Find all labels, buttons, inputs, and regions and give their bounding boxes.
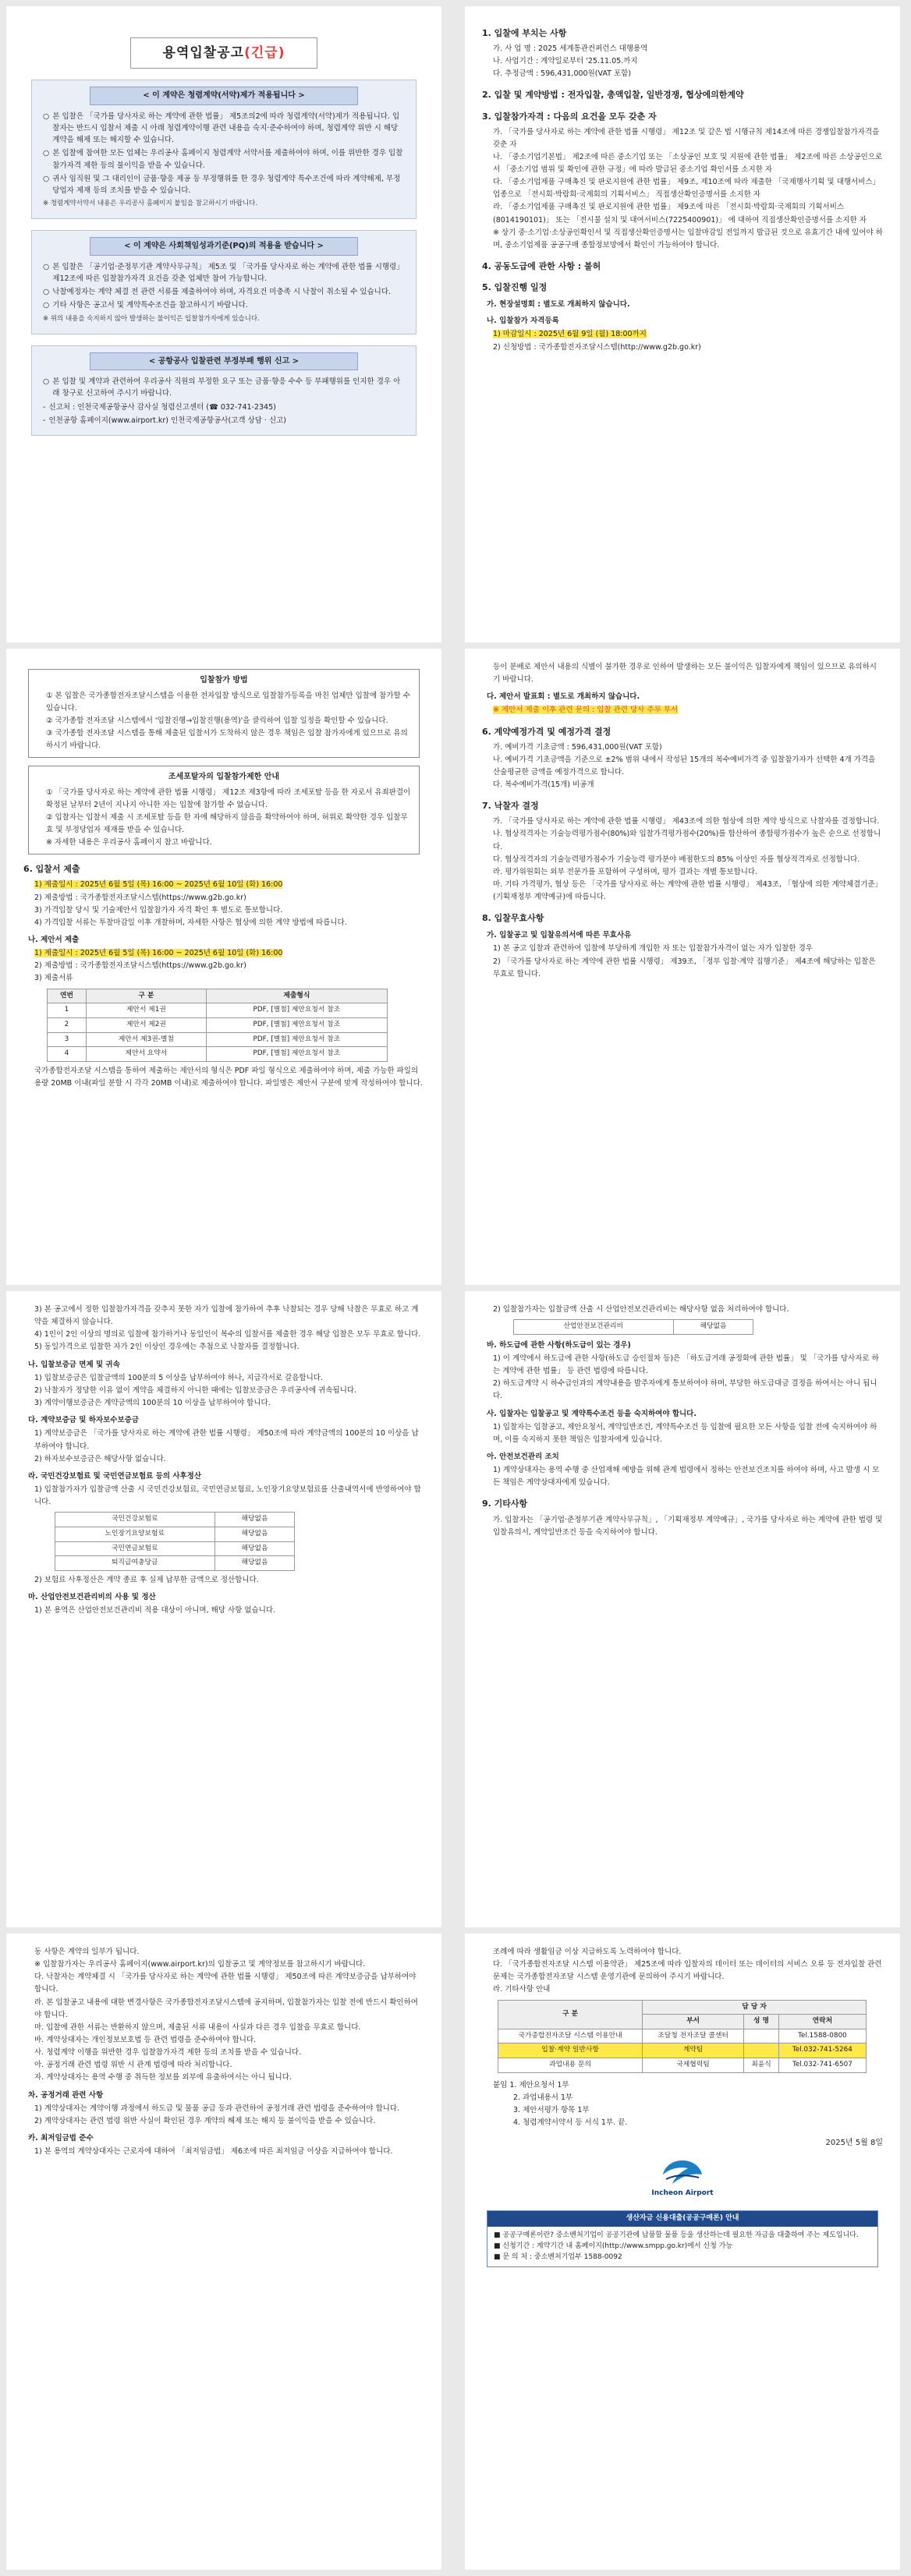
box-item: ① 「국가를 당사자로 하는 계약에 관한 법률 시행령」 제12조 제3항에 따라 조세포탈 등을 한 자로서 유죄판결이 확정된 날부터 2년이 지나지 아니한 자는 입찰에 참가할 수 없습니다. [46,787,411,809]
notice-item: ○ 본 입찰은 「국가를 당사자로 하는 계약에 관한 법률」 제5조의2에 따라 청렴계약(서약)제가 적용됩니다. 입찰자는 반드시 입찰서 제출 시 아래 청렴계약이행 관련 내용을 숙지·준수하여야 하며, 청렴계약 위반 시 해당 계약을 해제 또는 해지할 수 있습니다. [43,111,400,145]
price-item: 다. 복수예비가격(15개) 비공개 [493,780,594,790]
notice-item: ○ 기타 사항은 공고서 및 계약특수조건을 참고하시기 바랍니다. [43,301,248,310]
page-2 [465,6,900,642]
award-item: 마. 기타 가격평가, 협상 등은 「국가를 당사자로 하는 계약에 관한 법률 시행령」 제43조, 「협상에 의한 계약체결기준」(기획재정부 계약예규)에 따릅니다. [493,879,883,902]
table-row: 국민연금보험료 해당없음 [55,1541,295,1556]
min-wage-item: 1) 본 용역의 계약상대자는 근로자에 대하여 「최저임금법」 제6조에 따른 최저임금 이상을 지급하여야 합니다. [34,2147,393,2157]
table-row: 입찰·계약 일반사항 계약팀 Tel.032-741-5264 [498,2043,867,2058]
award-item: 나. 협상적격자는 기술능력평가점수(80%)와 입찰가격평가점수(20%)를 합산하여 종합평가점수가 높은 순으로 선정합니다. [493,830,881,851]
award-item: 다. 협상적격자의 기술능력평가점수가 기술능력 평가분야 배점한도의 85% 이상인 자를 협상적격자로 선정합니다. [493,855,860,864]
price-item: 나. 예비가격 기초금액을 기준으로 ±2% 범위 내에서 작성된 15개의 복수예비가격 중 입찰참가자가 선택한 4개 가격을 산술평균한 금액을 예정가격으로 합니다. [493,755,876,777]
bond-item: 2) 하자보수보증금은 해당사항 없습니다. [34,1454,166,1463]
airport-logo-icon [655,2157,710,2189]
tax-evasion-box [28,766,420,855]
bond-item: 3) 계약이행보증금은 계약금액의 100분의 10 이상을 납부하여야 합니다. [34,1399,271,1408]
qualification-item: 라. 「중소기업제품 구매촉진 및 판로지원에 관한 법률」 제9조에 따른 「전시회·박람회·국제회의 기획서비스(8014190101)」 또는 「전시물 설치 및 대여서비스(7225400901)」 에 대하여 직접생산확인증명서를 소지한 자 [493,203,867,225]
contract-bond-heading: 다. 계약보증금 및 하자보수보증금 [28,1416,140,1425]
table-row: 퇴직급여충당금 해당없음 [55,1556,295,1571]
safety-cost-item: 1) 본 용역은 산업안전보건관리비 적용 대상이 아니며, 해당 사항 없습니다. [34,1606,276,1615]
table-row: 국민건강보험료 해당없음 [55,1513,295,1527]
fair-trade-item: 2) 계약상대자는 관련 법령 위반 사실이 확인된 경우 계약의 해제 또는 해지 등 불이익을 받을 수 있습니다. [34,2116,376,2125]
corruption-report-notice [31,345,417,436]
notice-item: ○ 낙찰예정자는 계약 체결 전 관련 서류를 제출하여야 하며, 자격요건 미충족 시 낙찰이 취소될 수 있습니다. [43,288,392,297]
section-heading: 6. 입찰서 제출 [23,864,80,875]
continued-text: 조례에 따라 생활임금 이상 지급하도록 노력하여야 합니다. [493,1948,682,1956]
insurance-item: 2) 보험료 사후정산은 계약 종료 후 실제 납부한 금액으로 정산합니다. [34,1575,259,1584]
proposal-format-note: 국가종합전자조달 시스템을 통하여 제출하는 제안서의 형식은 PDF 파일 형식으로 제출하여야 하며, 제출 가능한 파일의 용량 20MB 이내(파일 분할 시 각각 20MB 이내)로 제출하여야 합니다. 파일명은 제안서 구분에 맞게 작성하여야 합니다. [34,1066,423,1088]
terms-item: 1) 입찰자는 입찰공고, 제안요청서, 계약일반조건, 계약특수조건 등 입찰에 필요한 모든 사항을 입찰 전에 숙지하여야 하며, 이를 숙지하지 못한 책임은 입찰자에게 있습니다. [493,1422,877,1444]
estimated-amount: 다. 추정금액 : 596,431,000원(VAT 포함) [493,69,632,79]
notice-heading: < 이 계약은 사회책임성과기준(PQ)의 적용을 받습니다 > [90,237,358,256]
contact-table: 구 분 담 당 자 부서 성 명 연락처 국가종합전자조달 시스템 이용안내 조달청 전자조달 콜센터 Tel.1588-0800 입찰·계약 일반사항 계약팀 Tel.032-741-5264 과업내용 문의 국제협력팀 최윤식 Tel.032-741-6507 [498,2000,867,2073]
continued-text: 동 사항은 계약의 일부가 됩니다. [34,1948,140,1956]
title-text: 용역입찰공고 [162,45,245,61]
qualification-note: ※ 상기 중·소기업·소상공인확인서 및 직접생산확인증명서는 입찰마감일 전일까지 발급된 것으로 유효기간 내에 있어야 하며, 중소기업제품 공공구매 종합정보망에서 확인이 가능하여야 합니다. [493,228,883,249]
section-heading: 5. 입찰진행 일정 [482,282,548,293]
presentation-heading: 다. 제안서 발표회 : 별도로 개최하지 않습니다. [487,692,640,702]
misc-item: 바. 계약상대자는 개인정보보호법 등 관련 법령을 준수하여야 합니다. [34,2035,257,2044]
subcontract-heading: 바. 하도급에 관한 사항(하도급이 있는 경우) [487,1340,631,1350]
page-7 [6,1934,441,2570]
table-row: 3 제안서 제3권-별첨 PDF, [별첨] 제안요청서 참조 [48,1032,388,1047]
box-footnote: ※ 자세한 내용은 우리공사 홈페이지 참고 바랍니다. [46,838,212,847]
attachment-item: 붙임 1. 제안요청서 1부 [493,2080,569,2089]
table-row: 국가종합전자조달 시스템 이용안내 조달청 전자조달 콜센터 Tel.1588-0800 [498,2029,867,2043]
submission-note: 3) 가격입찰 당시 및 기술제안서 입찰참가자 자격 확인 후 별도로 통보합니다. [34,905,283,915]
loan-info-item: ■ 신청기간 : 계약기간 내 홈페이지(http://www.smpp.go.kr)에서 신청 가능 [494,2242,733,2251]
misc-item: 가. 입찰자는 「공기업·준정부기관 계약사무규칙」, 「기획재정부 계약예규」, 국가를 당사자로 하는 계약에 관한 법령 및 입찰유의서, 계약일반조건 등을 숙지하여야 합니다. [493,1515,883,1537]
award-item: 라. 평가위원회는 외부 전문가를 포함하여 구성하며, 평가 결과는 개별 통보합니다. [493,867,758,876]
price-item: 가. 예비가격 기초금액 : 596,431,000원(VAT 포함) [493,742,662,752]
misc-item: 다. 낙찰자는 계약체결 시 「국가를 당사자로 하는 계약에 관한 법률 시행령」 제50조에 따른 계약보증금을 납부하여야 합니다. [34,1973,417,1994]
continued-text: 등이 분배로 제안서 내용의 식별이 불가한 경우로 인하여 발생하는 모든 불이익은 입찰자에게 책임이 있으므로 유의하시기 바랍니다. [493,663,877,685]
loan-info-box [487,2210,878,2267]
table-row: 노인장기요양보험료 해당없음 [55,1527,295,1541]
pq-notice [31,230,417,334]
box-heading: 입찰참가 방법 [200,676,248,685]
registration-deadline: 1) 마감일시 : 2025년 6월 9일 (월) 18:00까지 [493,330,647,339]
notice-heading: < 공항공사 입찰관련 부정부패 행위 신고 > [90,352,358,371]
airport-logo [482,2157,883,2199]
misc-item: 마. 입찰에 관한 서류는 반환하지 않으며, 제출된 서류 내용이 사실과 다른 경우 입찰을 무효로 합니다. [34,2022,361,2032]
project-name: 가. 사 업 명 : 2025 세계통관컨퍼런스 대행용역 [493,44,648,54]
box-item: ③ 국가종합 전자조달 시스템을 통해 제출된 입찰서가 도착하지 않은 경우 책임은 입찰 참가자에게 있으므로 유의하시기 바랍니다. [46,728,408,751]
bond-item: 1) 입찰보증금은 입찰금액의 100분의 5 이상을 납부하여야 하나, 지급각서로 갈음합니다. [34,1373,323,1382]
page-4 [465,649,900,1285]
box-heading: 조세포탈자의 입찰참가제한 안내 [168,773,280,782]
proposal-period: 1) 제출일시 : 2025년 6월 5일 (목) 16:00 ~ 2025년 6월 10일 (화) 16:00 [34,949,283,958]
fair-trade-heading: 차. 공정거래 관련 사항 [28,2090,104,2100]
page-5 [6,1291,441,1927]
insurance-item: 1) 입찰참가자가 입찰금액 산출 시 국민건강보험료, 국민연금보험료, 노인장기요양보험료를 산출내역서에 반영하여야 합니다. [34,1484,421,1507]
notice-footnote: ※ 위의 내용을 숙지하지 않아 발생하는 불이익은 입찰참가자에게 있습니다. [43,314,260,323]
submission-method: 2) 제출방법 : 국가종합전자조달시스템(https://www.g2b.go.kr) [34,893,246,902]
proposal-docs-table: 연번 구 분 제출형식 1 제안서 제1권 PDF, [별첨] 제안요청서 참조 2 제안서 제2권 PDF, [별첨] 제안요청서 참조 3 제안서 제3권-별첨 PDF, [별첨] 제안요청서 참조 4 제안서 요약서 PDF, [별첨] 제안요청서 참조 [47,989,388,1062]
notice-item: - 신고처 : 인천국제공항공사 감사실 청렴신고센터 (☎ 032-741-2345) [43,402,276,412]
urgent-badge: (긴급) [244,45,285,61]
invalid-item: 1) 본 공고 입찰과 관련하여 입찰에 부당하게 개입한 자 또는 입찰참가자격이 없는 자가 입찰한 경우 [493,944,813,954]
briefing-session: 가. 현장설명회 : 별도로 개최하지 않습니다. [487,300,630,310]
insurance-table [55,1512,295,1571]
award-item: 가. 「국가를 당사자로 하는 계약에 관한 법률 시행령」 제43조에 의한 협상에 의한 계약 방식으로 낙찰자를 결정합니다. [493,817,880,826]
section-heading: 6. 계약예정가격 및 예정가격 결정 [482,726,611,737]
table-row: 산업안전보건관리비 해당없음 [514,1320,753,1335]
invalid-item: 3) 본 공고에서 정한 입찰참가자격을 갖추지 못한 자가 입찰에 참가하여 추후 낙찰되는 경우 당해 낙찰은 무효로 하고 계약을 체결하지 않습니다. [34,1305,419,1327]
registration-method: 2) 신청방법 : 국가종합전자조달시스템(http://www.g2b.go.kr) [493,342,701,352]
table-row: 4 제안서 요약서 PDF, [별첨] 제안요청서 참조 [48,1047,388,1062]
invalid-heading: 가. 입찰공고 및 입찰유의서에 따른 무효사유 [487,931,632,940]
table-row: 2 제안서 제2권 PDF, [별첨] 제안요청서 참조 [48,1017,388,1032]
min-wage-heading: 카. 최저임금법 준수 [28,2134,94,2143]
qualification-item: 다. 「중소기업제품 구매촉진 및 판로지원에 관한 법률」 제9조, 제10조에 따라 제출한 「국제행사기획 및 대행서비스」 업종으로 「전시회·박람회·국제회의 기획서비스」 직접생산확인증명서를 소지한 자 [493,178,881,200]
misc-item: ※ 입찰참가자는 우리공사 홈페이지(www.airport.kr)의 입찰공고 및 계약정보를 참고하시기 바랍니다. [34,1960,366,1969]
misc-item: 사. 청렴계약 이행을 위반한 경우 입찰참가자격 제한 등의 조치를 받을 수 있습니다. [34,2048,302,2058]
loan-info-item: ■ 공공구매론이란? 중소벤처기업이 공공기관에 납품할 물품 등을 생산하는데 필요한 자금을 대출하여 주는 제도입니다. [494,2231,859,2239]
bond-item: 2) 낙찰자가 정당한 이유 없이 계약을 체결하지 아니한 때에는 입찰보증금은 우리공사에 귀속됩니다. [34,1385,357,1395]
misc-item: 다. 「국가종합전자조달 시스템 이용약관」 제25조에 따라 입찰자의 데이터 또는 데이터의 서비스 오류 등 전자입찰 관련 문제는 국가종합전자조달 시스템 운영기관에 문의하여 주시기 바랍니다. [493,1960,882,1982]
proposal-heading: 나. 제안서 제출 [28,936,80,945]
continued-text: 2) 입찰참가자는 입찰금액 산출 시 산업안전보건관리비는 해당사항 없음 처리하여야 합니다. [493,1305,789,1314]
bid-method-box [28,669,420,758]
inquiry-highlight: ※ 제안서 제출 이후 관련 문의 : 입찰 관련 당사 주무 부서 [493,706,679,715]
invalid-item: 2) 「국가를 당사자로 하는 계약에 관한 법률 시행령」 제39조, 「정부 입찰·계약 집행기준」 제4조에 해당하는 입찰은 무효로 합니다. [493,957,876,978]
misc-item: 자. 계약상대자는 용역 수행 중 취득한 정보를 외부에 유출하여서는 아니 됩니다. [34,2073,292,2082]
notice-item: ○ 본 입찰은 「공기업·준정부기관 계약사무규칙」 제5조 및 「국가를 당사자로 하는 계약에 관한 법률 시행령」 제12조에 따른 입찰참가자격 요건을 갖춘 업체만 참여 가능합니다. [43,262,404,284]
page-1 [6,6,441,642]
bid-bond-heading: 나. 입찰보증금 면제 및 귀속 [28,1360,120,1369]
notice-item: ○ 본 입찰에 참여한 모든 업체는 우리공사 홈페이지 청렴계약 서약서를 제출하여야 하며, 이를 위반한 경우 입찰참가자격 제한 등의 불이익을 받을 수 있습니다. [43,149,403,170]
invalid-item: 4) 1인이 2인 이상의 명의로 입찰에 참가하거나 동일인이 복수의 입찰서를 제출한 경우 해당 입찰은 모두 무효로 합니다. [34,1330,421,1339]
registration-heading: 나. 입찰참가 자격등록 [487,317,559,326]
integrity-notice [31,80,417,219]
section-heading: 9. 기타사항 [482,1499,528,1509]
proposal-docs-label: 3) 제출서류 [34,974,73,983]
bond-item: 1) 계약보증금은 「국가를 당사자로 하는 계약에 관한 법률 시행령」 제50조에 따라 계약금액의 100분의 10 이상을 납부하여야 합니다. [34,1429,419,1451]
loan-info-item: ■ 문 의 처 : 중소벤처기업부 1588-0092 [494,2253,622,2262]
qualification-item: 가. 「국가를 당사자로 하는 계약에 관한 법률 시행령」 제12조 및 같은 법 시행규칙 제14조에 따른 경쟁입찰참가자격을 갖춘 자 [493,127,880,149]
notice-item: - 인천공항 홈페이지(www.airport.kr) 인천국제공항공사(고객 상담 · 신고) [43,416,286,425]
loan-info-heading: 생산자금 신용대출(공공구매론) 안내 [487,2211,877,2227]
qualification-item: 나. 「중소기업기본법」 제2조에 따른 중소기업 또는 「소상공인 보호 및 지원에 관한 법률」 제2조에 따른 소상공인으로서 「중소기업 범위 및 확인에 관한 규정」에 따라 발급된 중소기업 확인서를 소지한 자 [493,152,883,174]
table-row: 과업내용 문의 국제협력팀 최윤식 Tel.032-741-6507 [498,2058,867,2073]
contact-heading: 라. 기타사항 안내 [493,1985,551,1994]
attachment-item: 4. 청렴계약서약서 등 서식 1부. 끝. [513,2118,628,2128]
proposal-method: 2) 제출방법 : 국가종합전자조달시스템(https://www.g2b.go.kr) [34,961,246,971]
airport-logo-text: Incheon Airport [651,2189,714,2197]
terms-heading: 사. 입찰자는 입찰공고 및 계약특수조건 등을 숙지하여야 합니다. [487,1409,697,1418]
notice-footnote: ※ 청렴계약서약서 내용은 우리공사 홈페이지 붙임을 참고하시기 바랍니다. [43,200,258,208]
submission-period: 1) 제출일시 : 2025년 6월 5일 (목) 16:00 ~ 2025년 6월 10일 (화) 16:00 [34,880,283,890]
page-3 [6,649,441,1285]
section-heading: 4. 공동도급에 관한 사항 : 불허 [482,260,601,271]
section-heading: 3. 입찰참가자격 : 다음의 요건을 모두 갖춘 자 [482,111,657,122]
safety-cost-table [513,1319,753,1335]
project-period: 나. 사업기간 : 계약일로부터 '25.11.05.까지 [493,57,638,66]
subcontract-item: 2) 하도급계약 시 하수급인과의 계약내용을 발주자에게 통보하여야 하며, 부당한 하도급대금 결정을 하여서는 아니 됩니다. [493,1379,877,1401]
misc-item: 라. 본 입찰공고 내용에 대한 변경사항은 국가종합전자조달시스템에 공지하며, 입찰참가자는 입찰 전에 반드시 확인하여야 합니다. [34,1997,418,2019]
page-title [130,37,317,69]
box-item: ② 국가종합 전자조달 시스템에서 '입찰진행→입찰진행(용역)'을 클릭하여 입찰 일정을 확인할 수 있습니다. [46,716,388,725]
safety-heading: 아. 안전보건관리 조치 [487,1452,559,1461]
submission-note: 4) 가격입찰 서류는 투찰마감일 이후 개찰하며, 자세한 사항은 협상에 의한 계약 방법에 따릅니다. [34,918,347,927]
invalid-item: 5) 동일가격으로 입찰한 자가 2인 이상인 경우에는 추첨으로 낙찰자를 결정합니다. [34,1343,300,1352]
notice-heading: < 이 계약은 청렴계약(서약)제가 적용됩니다 > [90,87,358,105]
attachment-item: 2. 과업내용서 1부 [513,2093,573,2102]
subcontract-item: 1) 이 계약에서 하도급에 관한 사항(하도급 승인절차 등)은 「하도급거래 공정화에 관한 법률」 및 「국가를 당사자로 하는 계약에 관한 법률」 등 관련 법령에 따릅니다. [493,1353,879,1376]
section-heading: 7. 낙찰자 결정 [482,801,539,812]
attachment-item: 3. 제안서평가 항목 1부 [513,2105,590,2114]
notice-item: ○ 본 입찰 및 계약과 관련하여 우리공사 직원의 부정한 요구 또는 금품·향응 수수 등 부패행위를 인지한 경우 아래 창구로 신고하여 주시기 바랍니다. [43,377,401,398]
safety-item: 1) 계약상대자는 용역 수행 중 산업재해 예방을 위해 관계 법령에서 정하는 안전보건조치를 하여야 하며, 사고 발생 시 모든 책임은 계약상대자에게 있습니다. [493,1466,880,1488]
box-item: ① 본 입찰은 국가종합전자조달시스템을 이용한 전자입찰 방식으로 입찰참가등록을 마친 업체만 입찰에 참가할 수 있습니다. [46,691,410,713]
fair-trade-item: 1) 계약상대자는 계약이행 과정에서 하도급 및 물품 공급 등과 관련하여 공정거래 관련 법령을 준수하여야 합니다. [34,2104,400,2113]
misc-item: 아. 공정거래 관련 법령 위반 시 관계 법령에 따라 처리합니다. [34,2061,232,2070]
table-row: 1 제안서 제1권 PDF, [별첨] 제안요청서 참조 [48,1003,388,1018]
safety-cost-heading: 마. 산업안전보건관리비의 사용 및 정산 [28,1592,156,1601]
notice-date: 2025년 5월 8일 [825,2139,883,2148]
box-item: ② 입찰자는 입찰서 제출 시 조세포탈 등을 한 자에 해당하지 않음을 확약하여야 하며, 허위로 확약한 경우 입찰무효 및 부정당업자 제재를 받을 수 있습니다. [46,812,408,835]
page-8 [465,1934,900,2570]
section-heading: 8. 입찰무효사항 [482,913,544,924]
insurance-heading: 라. 국민건강보험료 및 국민연금보험료 등의 사후정산 [28,1471,202,1481]
section-heading: 1. 입찰에 부치는 사항 [482,28,567,38]
notice-item: ○ 귀사 임직원 및 그 대리인이 금품·향응 제공 등 부정행위를 한 경우 청렴계약 특수조건에 따라 계약해제, 부정당업자 제재 등의 조치를 받을 수 있습니다. [43,174,401,195]
section-heading: 2. 입찰 및 계약방법 : 전자입찰, 총액입찰, 일반경쟁, 협상에의한계약 [482,90,744,101]
page-6 [465,1291,900,1927]
